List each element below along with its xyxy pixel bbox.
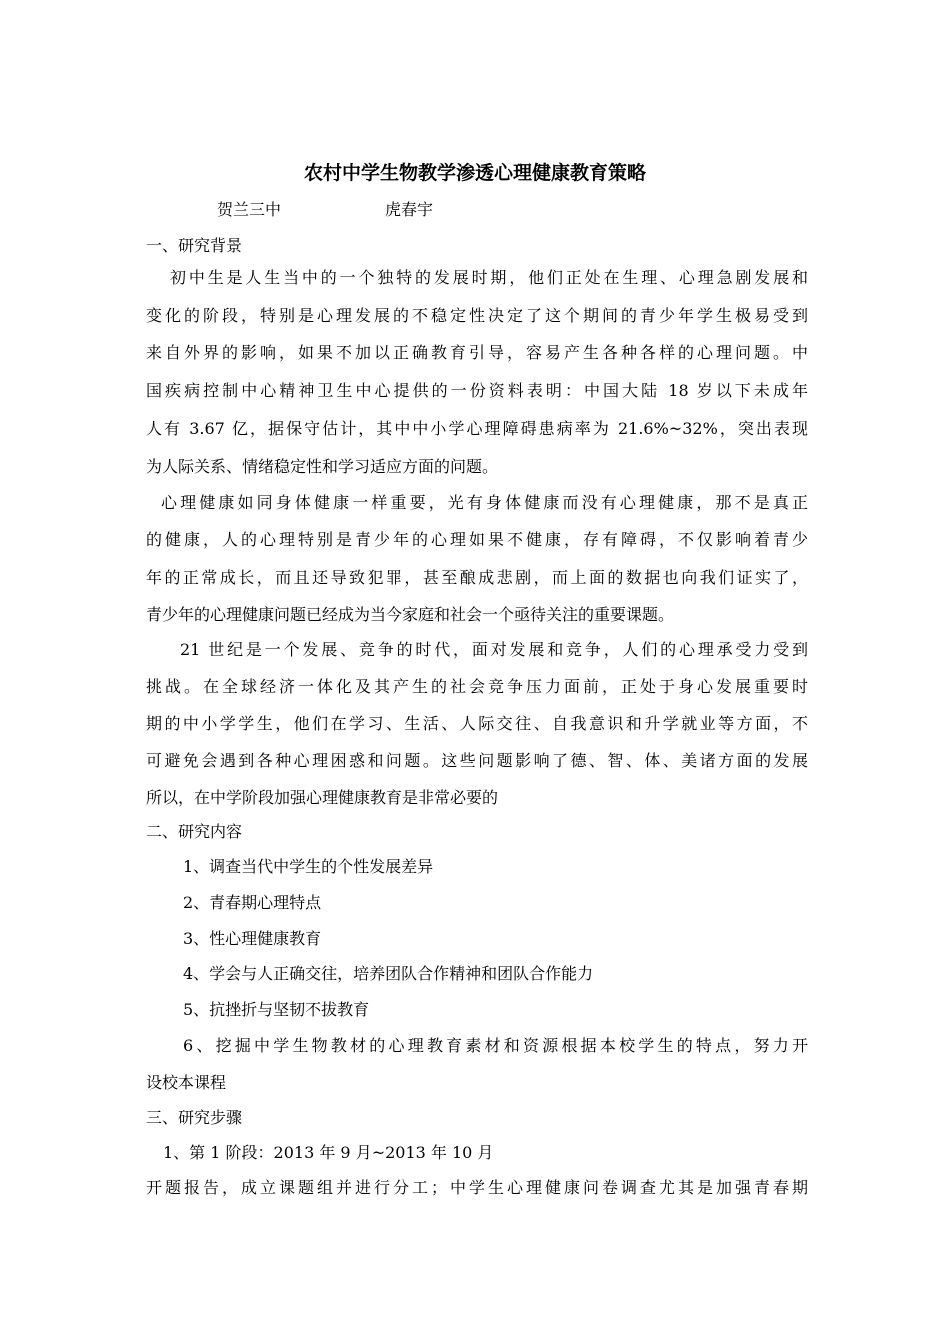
paragraph-line: 开题报告，成立课题组并进行分工；中学生心理健康问卷调查尤其是加强青春期 [146, 1178, 808, 1197]
paragraph-line: 挑战。在全球经济一体化及其产生的社会竞争压力面前，正处于身心发展重要时 [146, 677, 808, 696]
paragraph-line: 人有 3.67 亿，据保守估计，其中中小学心理障碍患病率为 21.6%~32%，突出表现 [146, 419, 808, 438]
paragraph-line: 来自外界的影响，如果不加以正确教育引导，容易产生各种各样的心理问题。中 [146, 343, 808, 362]
list-item: 6、挖掘中学生物教材的心理教育素材和资源根据本校学生的特点，努力开 [183, 1036, 808, 1055]
paragraph-line: 心理健康如同身体健康一样重要，光有身体健康而没有心理健康，那不是真正 [161, 493, 808, 512]
paragraph-line: 为人际关系、情绪稳定性和学习适应方面的问题。 [146, 457, 499, 476]
paragraph-line: 初中生是人生当中的一个独特的发展时期，他们正处在生理、心理急剧发展和 [170, 268, 808, 287]
paragraph-line: 的健康，人的心理特别是青少年的心理如果不健康，存有障碍，不仅影响着青少 [146, 530, 808, 549]
paragraph-line: 国疾病控制中心精神卫生中心提供的一份资料表明：中国大陆 18 岁以下未成年 [146, 381, 808, 400]
paragraph-line: 青少年的心理健康问题已经成为当今家庭和社会一个亟待关注的重要课题。 [146, 605, 675, 624]
paragraph-line: 所以，在中学阶段加强心理健康教育是非常必要的 [146, 788, 499, 807]
author-school: 贺兰三中 [217, 200, 282, 219]
list-item: 4、学会与人正确交往，培养团队合作精神和团队合作能力 [183, 964, 594, 983]
author-name: 虎春宇 [385, 200, 434, 219]
step-heading: 1、第 1 阶段：2013 年 9 月~2013 年 10 月 [163, 1143, 494, 1162]
section-heading-content: 二、研究内容 [146, 822, 243, 841]
list-item: 2、青春期心理特点 [183, 893, 322, 912]
section-heading-steps: 三、研究步骤 [146, 1108, 243, 1127]
section-heading-background: 一、研究背景 [146, 236, 243, 255]
paragraph-line: 可避免会遇到各种心理困惑和问题。这些问题影响了德、智、体、美诸方面的发展 [146, 751, 808, 770]
list-item: 3、性心理健康教育 [183, 929, 322, 948]
list-item: 1、调查当代中学生的个性发展差异 [183, 857, 434, 876]
document-title: 农村中学生物教学渗透心理健康教育策略 [303, 162, 646, 184]
paragraph-line: 变化的阶段，特别是心理发展的不稳定性决定了这个期间的青少年学生极易受到 [146, 306, 808, 325]
list-item-continuation: 设校本课程 [146, 1073, 227, 1092]
paragraph-line: 21 世纪是一个发展、竞争的时代，面对发展和竞争，人们的心理承受力受到 [180, 640, 808, 659]
paragraph-line: 年的正常成长，而且还导致犯罪，甚至酿成悲剧，而上面的数据也向我们证实了， [146, 568, 808, 587]
list-item: 5、抗挫折与坚韧不拔教育 [183, 1000, 370, 1019]
paragraph-line: 期的中小学学生，他们在学习、生活、人际交往、自我意识和升学就业等方面，不 [146, 714, 808, 733]
